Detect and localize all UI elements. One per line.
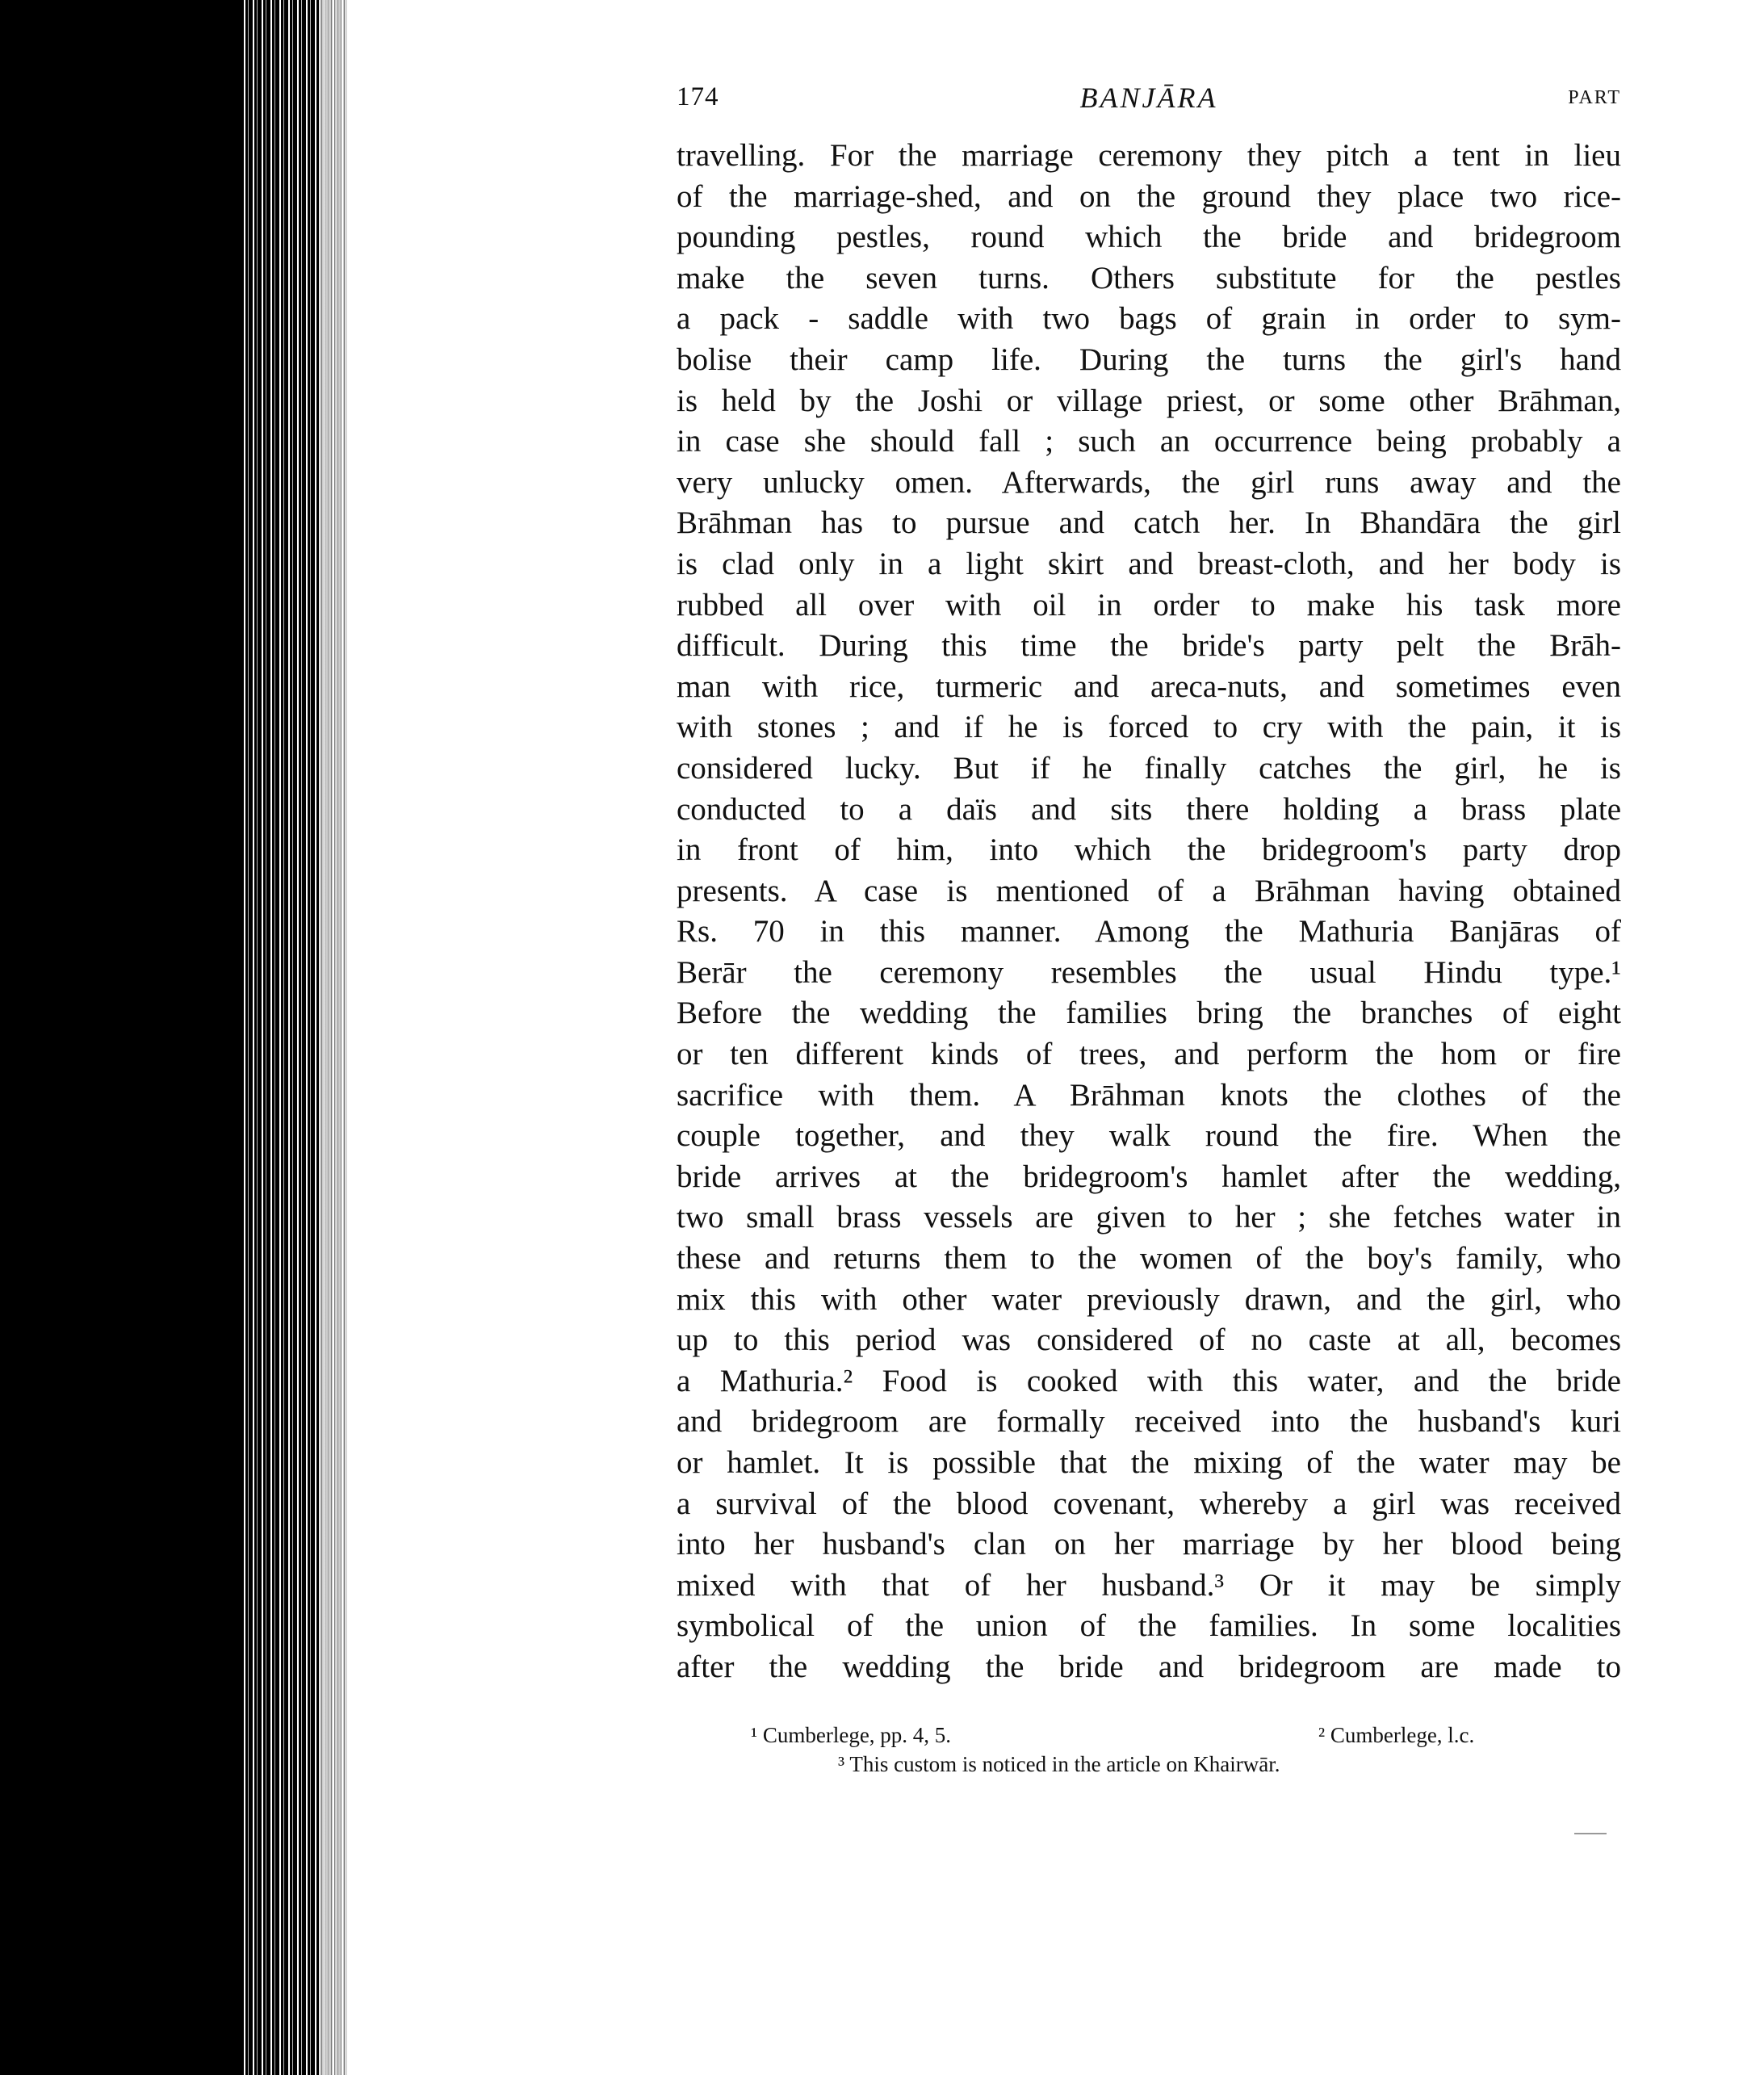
text-line: sacrifice with them. A Brāhman knots the clothes of the: [677, 1077, 1621, 1113]
book-page: [677, 81, 1621, 1779]
text-line: a pack - saddle with two bags of grain in order to sym-: [677, 301, 1621, 337]
text-line: of the marriage-shed, and on the ground they place two rice-: [677, 178, 1621, 214]
text-line: with stones ; and if he is forced to cry with the pain, it is: [677, 710, 1621, 745]
text-line: difficult. During this time the bride's party pelt the Brāh-: [677, 628, 1621, 664]
book-binding-edge: [0, 0, 347, 2075]
text-line: into her husband's clan on her marriage by her blood being: [677, 1527, 1621, 1562]
footnotes: [677, 1721, 1621, 1779]
footnote-2: ² Cumberlege, l.c.: [1318, 1722, 1475, 1747]
page-number: 174: [677, 82, 719, 111]
text-line: pounding pestles, round which the bride and bridegroom: [677, 220, 1621, 255]
text-line: these and returns them to the women of the boy's family, who: [677, 1241, 1621, 1276]
text-line: rubbed all over with oil in order to make his task more: [677, 587, 1621, 622]
text-line: Brāhman has to pursue and catch her. In Bhandāra the girl: [677, 505, 1621, 541]
text-line: or hamlet. It is possible that the mixing of the water may be: [677, 1445, 1621, 1480]
text-line: and bridegroom are formally received into the husband's kuri: [677, 1404, 1621, 1440]
body-text: [677, 136, 1621, 1688]
footnote-row: [677, 1750, 1621, 1779]
text-line: bride arrives at the bridegroom's hamlet after the wedding,: [677, 1159, 1621, 1194]
running-head: [677, 81, 1621, 129]
text-line: conducted to a daïs and sits there holding a brass plate: [677, 791, 1621, 827]
footnote-1: ¹ Cumberlege, pp. 4, 5.: [751, 1722, 952, 1747]
text-line: is clad only in a light skirt and breast-cloth, and her body is: [677, 546, 1621, 581]
text-line: presents. A case is mentioned of a Brāhman having obtained: [677, 873, 1621, 908]
running-title: BANJĀRA: [1079, 82, 1218, 114]
text-line: is held by the Joshi or village priest, or some other Brāhman,: [677, 383, 1621, 418]
footnote-3: ³ This custom is noticed in the article on Khairwār.: [838, 1751, 1280, 1776]
text-line: up to this period was considered of no caste at all, becomes: [677, 1323, 1621, 1358]
text-line: in front of him, into which the bridegroom's party drop: [677, 832, 1621, 868]
text-line: symbolical of the union of the families. In some localities: [677, 1608, 1621, 1644]
text-line: very unlucky omen. Afterwards, the girl runs away and the: [677, 464, 1621, 500]
text-line: a survival of the blood covenant, whereby a girl was received: [677, 1486, 1621, 1521]
binding-page-edges: [319, 0, 347, 2075]
binding-shadow: [0, 0, 242, 2075]
text-line: mix this with other water previously drawn, and the girl, who: [677, 1281, 1621, 1317]
text-line: bolise their camp life. During the turns the girl's hand: [677, 342, 1621, 377]
text-line: two small brass vessels are given to her ; she fetches water in: [677, 1200, 1621, 1235]
text-line: couple together, and they walk round the fire. When the: [677, 1118, 1621, 1154]
text-line: or ten different kinds of trees, and perform the hom or fire: [677, 1037, 1621, 1072]
text-line: a Mathuria.² Food is cooked with this water, and the bride: [677, 1363, 1621, 1398]
text-line: Berār the ceremony resembles the usual Hindu type.¹: [677, 954, 1621, 990]
text-line: mixed with that of her husband.³ Or it may be simply: [677, 1567, 1621, 1603]
text-line: after the wedding the bride and bridegroom are made to: [677, 1649, 1621, 1684]
text-line: in case she should fall ; such an occurrence being probably a: [677, 424, 1621, 459]
footnote-row: [677, 1721, 1621, 1750]
scan-mark: [1574, 1833, 1607, 1834]
text-line: man with rice, turmeric and areca-nuts, and sometimes even: [677, 669, 1621, 704]
text-line: considered lucky. But if he finally catches the girl, he is: [677, 750, 1621, 786]
text-line: Rs. 70 in this manner. Among the Mathuria Banjāras of: [677, 914, 1621, 949]
section-mark: PART: [1568, 87, 1621, 108]
text-line: Before the wedding the families bring the branches of eight: [677, 996, 1621, 1031]
text-line: travelling. For the marriage ceremony they pitch a tent in lieu: [677, 138, 1621, 173]
text-line: make the seven turns. Others substitute for the pestles: [677, 260, 1621, 296]
